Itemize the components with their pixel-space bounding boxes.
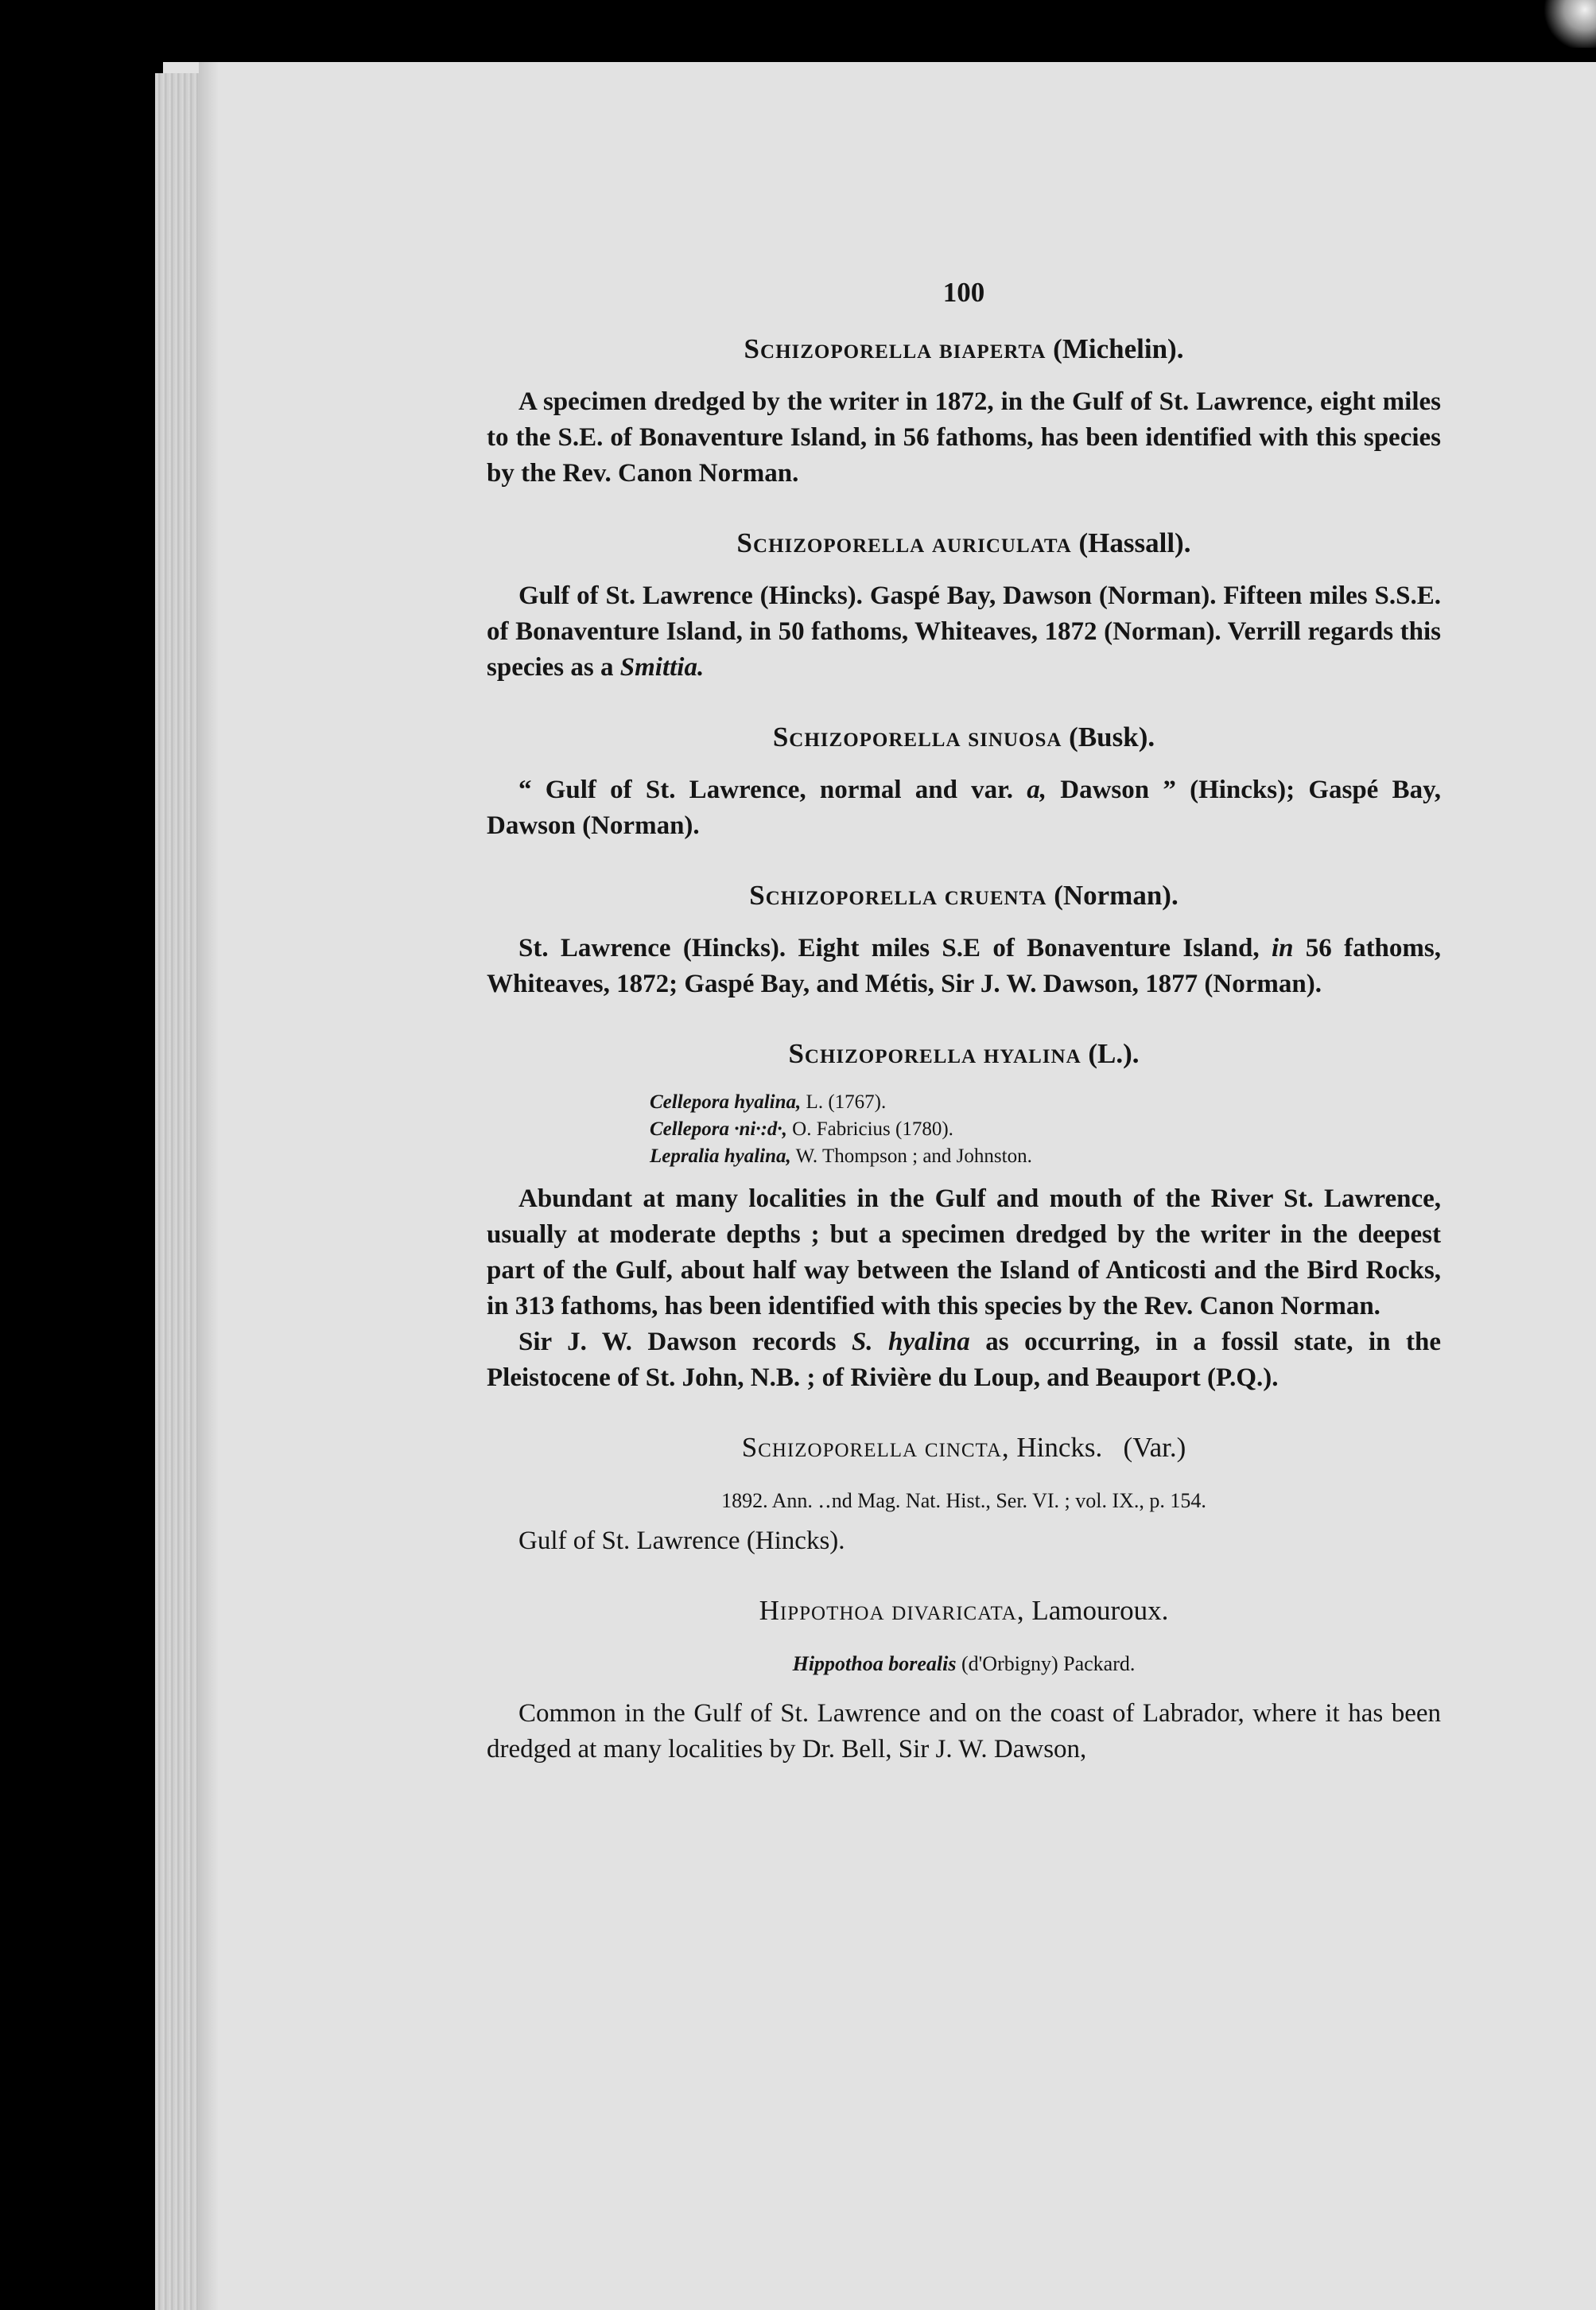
synonym-name: Cellepora hyalina, [650, 1091, 802, 1113]
entry-paragraph: A specimen dredged by the writer in 1872, in the Gulf of St. Lawrence, eight miles to the S.E. of Bonaventure Island, in 56 fathoms, has been identified with this species by the Rev. Canon Norman. [487, 387, 1441, 488]
literature-reference: 1892. Ann. ‥nd Mag. Nat. Hist., Ser. VI. ; vol. IX., p. 154. [721, 1489, 1206, 1512]
authority: (Hassall). [1078, 527, 1191, 558]
genus-name: Schizoporella [741, 1432, 918, 1463]
synonym-citation: W. Thompson ; and Johnston. [790, 1145, 1032, 1167]
paragraph-text: St. Lawrence (Hincks). Eight miles S.E of Bonaventure Island, [518, 934, 1272, 962]
authority: Lamouroux. [1031, 1595, 1169, 1626]
species-name: divaricata, [891, 1595, 1025, 1626]
genus-name: Schizoporella [744, 333, 933, 364]
synonym-line [650, 1116, 1441, 1143]
species-name: cruenta [944, 880, 1047, 911]
species-heading [487, 1036, 1441, 1071]
italic-term: in [1271, 934, 1294, 962]
synonym-line [487, 1646, 1441, 1682]
species-heading [487, 719, 1441, 755]
page-number: 100 [942, 277, 985, 308]
synonym-line [650, 1143, 1441, 1170]
synonym-name: Cellepora ·ni·:d·, [650, 1118, 787, 1140]
synonym-citation: O. Fabricius (1780). [786, 1118, 953, 1140]
synonym-name: Hippothoa borealis [792, 1652, 957, 1675]
synonym-line [650, 1089, 1441, 1116]
paragraph-text: as occurring, in a fossil state, in the Pleistocene of St. John, N.B. ; of Rivière du Loup, and Beauport (P.Q.). [487, 1328, 1441, 1392]
genus-name: Schizoporella [788, 1038, 977, 1069]
variety-label: (Var.) [1123, 1432, 1186, 1463]
species-entry-auriculata [487, 525, 1441, 686]
italic-term: a, [1027, 776, 1047, 804]
species-entry-divaricata [487, 1592, 1441, 1768]
species-entry-sinuosa [487, 719, 1441, 844]
page-text [487, 274, 1441, 1801]
authority: (Michelin). [1053, 333, 1184, 364]
species-heading [487, 877, 1441, 913]
italic-term: Smittia. [619, 653, 705, 682]
entry-paragraph [487, 1324, 1441, 1396]
genus-name: Hippothoa [759, 1595, 885, 1626]
species-name: biaperta [938, 333, 1047, 364]
species-name: auriculata [931, 527, 1072, 558]
paragraph-text: Dawson ” (Hincks); Gaspé Bay, Dawson (Norman). [487, 776, 1441, 840]
species-name: hyalina [983, 1038, 1081, 1069]
italic-term: S. hyalina [851, 1328, 970, 1356]
species-entry-cruenta [487, 877, 1441, 1002]
scan-corner-artifact [1540, 0, 1596, 48]
synonym-name: Lepralia hyalina, [650, 1145, 791, 1167]
species-heading [487, 1592, 1441, 1628]
authority: (Busk). [1069, 721, 1155, 752]
synonym-citation: L. (1767). [801, 1091, 887, 1113]
gutter-shadow [199, 62, 219, 2310]
entry-paragraph: Abundant at many localities in the Gulf and mouth of the River St. Lawrence, usually at moderate depths ; but a specimen dredged by the writer in the deepest part of the Gulf, about half way between the Island of Anticosti and the Bird Rocks, in 313 fathoms, has been identified with this species by the Rev. Canon Norman. [487, 1184, 1441, 1320]
authority: (L.). [1088, 1038, 1140, 1069]
species-heading [487, 525, 1441, 561]
species-entry-biaperta [487, 331, 1441, 492]
entry-paragraph [487, 931, 1441, 1002]
authority: Hincks. [1016, 1432, 1103, 1463]
species-name: cincta, [924, 1432, 1010, 1463]
authority: (Norman). [1054, 880, 1179, 911]
entry-paragraph: Common in the Gulf of St. Lawrence and on the coast of Labrador, where it has been dredged at many localities by Dr. Bell, Sir J. W. Dawson, [487, 1699, 1441, 1764]
paragraph-text: 56 fathoms, Whiteaves, 1872; Gaspé Bay, and Métis, Sir J. W. Dawson, 1877 (Norman). [487, 934, 1441, 998]
paragraph-text: “ Gulf of St. Lawrence, normal and var. [518, 776, 1027, 804]
entry-paragraph [487, 772, 1441, 844]
species-entry-hyalina [487, 1036, 1441, 1396]
genus-name: Schizoporella [736, 527, 926, 558]
species-heading [487, 331, 1441, 367]
genus-name: Schizoporella [772, 721, 961, 752]
page-stack-edge [155, 73, 199, 2310]
species-entry-cincta [487, 1429, 1441, 1559]
species-name: sinuosa [968, 721, 1062, 752]
entry-paragraph: Gulf of St. Lawrence (Hincks). [518, 1526, 845, 1555]
paragraph-text: Sir J. W. Dawson records [518, 1328, 852, 1356]
genus-name: Schizoporella [749, 880, 938, 911]
paragraph-text: Gulf of St. Lawrence (Hincks). Gaspé Bay, Dawson (Norman). Fifteen miles S.S.E. of Bonaventure Island, in 50 fathoms, Whiteaves, 1872 (Norman). Verrill regards this species as a [487, 581, 1441, 682]
entry-paragraph [487, 578, 1441, 686]
synonym-citation: (d'Orbigny) Packard. [956, 1652, 1136, 1675]
species-heading [487, 1429, 1441, 1465]
